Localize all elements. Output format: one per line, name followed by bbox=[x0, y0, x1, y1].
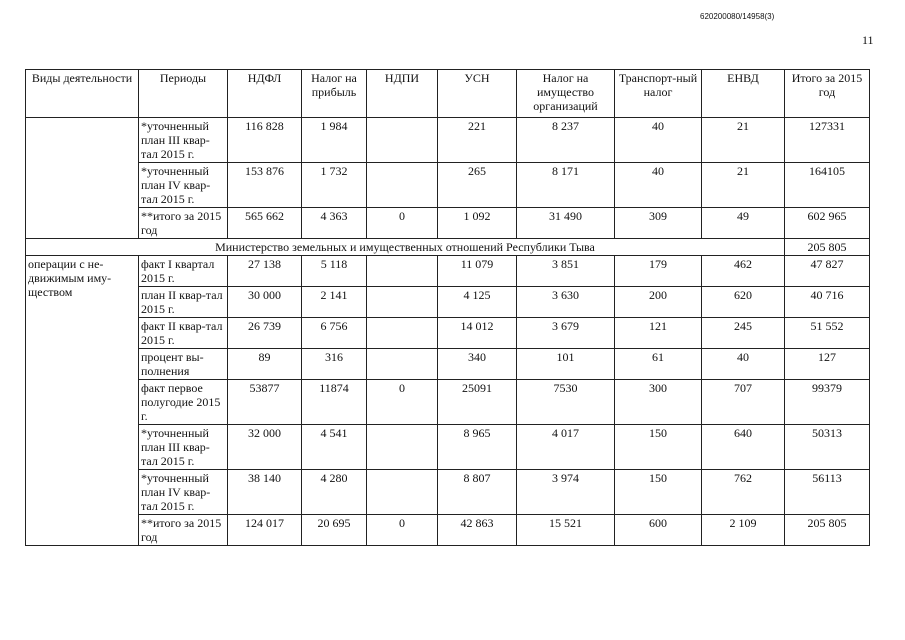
value-cell: 4 125 bbox=[438, 287, 517, 318]
value-cell bbox=[367, 470, 438, 515]
table-row bbox=[26, 425, 870, 470]
total-cell: 40 716 bbox=[785, 287, 870, 318]
total-cell: 602 965 bbox=[785, 208, 870, 239]
value-cell: 179 bbox=[615, 256, 702, 287]
header-cell: Итого за 2015 год bbox=[785, 70, 870, 118]
value-cell: 3 851 bbox=[517, 256, 615, 287]
value-cell: 21 bbox=[702, 163, 785, 208]
header-cell: УСН bbox=[438, 70, 517, 118]
value-cell: 707 bbox=[702, 380, 785, 425]
value-cell: 53877 bbox=[228, 380, 302, 425]
value-cell: 309 bbox=[615, 208, 702, 239]
value-cell: 32 000 bbox=[228, 425, 302, 470]
value-cell: 245 bbox=[702, 318, 785, 349]
period-cell: *уточненный план IV квар-тал 2015 г. bbox=[139, 163, 228, 208]
value-cell bbox=[367, 118, 438, 163]
tax-table bbox=[25, 69, 870, 546]
period-cell: факт II квар-тал 2015 г. bbox=[139, 318, 228, 349]
total-cell: 47 827 bbox=[785, 256, 870, 287]
value-cell: 25091 bbox=[438, 380, 517, 425]
value-cell: 2 109 bbox=[702, 515, 785, 546]
period-cell: **итого за 2015 год bbox=[139, 208, 228, 239]
header-cell: НДПИ bbox=[367, 70, 438, 118]
period-cell: *уточненный план III квар-тал 2015 г. bbox=[139, 118, 228, 163]
value-cell: 340 bbox=[438, 349, 517, 380]
table-row bbox=[26, 208, 870, 239]
value-cell bbox=[367, 318, 438, 349]
total-cell: 50313 bbox=[785, 425, 870, 470]
value-cell: 1 984 bbox=[302, 118, 367, 163]
value-cell: 15 521 bbox=[517, 515, 615, 546]
header-cell: Транспорт-ный налог bbox=[615, 70, 702, 118]
value-cell: 150 bbox=[615, 425, 702, 470]
activity-cell-empty bbox=[26, 118, 139, 239]
value-cell: 8 171 bbox=[517, 163, 615, 208]
value-cell: 762 bbox=[702, 470, 785, 515]
total-cell: 127 bbox=[785, 349, 870, 380]
value-cell: 11874 bbox=[302, 380, 367, 425]
value-cell: 316 bbox=[302, 349, 367, 380]
value-cell: 89 bbox=[228, 349, 302, 380]
value-cell: 26 739 bbox=[228, 318, 302, 349]
value-cell: 7530 bbox=[517, 380, 615, 425]
value-cell: 153 876 bbox=[228, 163, 302, 208]
value-cell: 3 630 bbox=[517, 287, 615, 318]
value-cell: 640 bbox=[702, 425, 785, 470]
table-row bbox=[26, 118, 870, 163]
value-cell: 4 017 bbox=[517, 425, 615, 470]
value-cell: 4 363 bbox=[302, 208, 367, 239]
header-cell: ЕНВД bbox=[702, 70, 785, 118]
page-number: 11 bbox=[862, 33, 874, 47]
value-cell: 31 490 bbox=[517, 208, 615, 239]
header-cell: Виды деятельности bbox=[26, 70, 139, 118]
total-cell: 164105 bbox=[785, 163, 870, 208]
period-cell: процент вы-полнения bbox=[139, 349, 228, 380]
header-cell: НДФЛ bbox=[228, 70, 302, 118]
ministry-total: 205 805 bbox=[785, 239, 870, 256]
value-cell: 4 541 bbox=[302, 425, 367, 470]
value-cell: 30 000 bbox=[228, 287, 302, 318]
total-cell: 51 552 bbox=[785, 318, 870, 349]
value-cell: 565 662 bbox=[228, 208, 302, 239]
total-cell: 127331 bbox=[785, 118, 870, 163]
period-cell: факт I квартал 2015 г. bbox=[139, 256, 228, 287]
value-cell: 8 237 bbox=[517, 118, 615, 163]
value-cell: 14 012 bbox=[438, 318, 517, 349]
value-cell: 200 bbox=[615, 287, 702, 318]
ministry-row bbox=[26, 239, 870, 256]
period-cell: **итого за 2015 год bbox=[139, 515, 228, 546]
ministry-name: Министерство земельных и имущественных отношений Республики Тыва bbox=[26, 239, 785, 256]
value-cell: 11 079 bbox=[438, 256, 517, 287]
table-row bbox=[26, 349, 870, 380]
value-cell: 42 863 bbox=[438, 515, 517, 546]
header-cell: Налог на имущество организаций bbox=[517, 70, 615, 118]
document-code: 620200080/14958(3) bbox=[700, 12, 775, 21]
value-cell: 1 732 bbox=[302, 163, 367, 208]
table-row bbox=[26, 318, 870, 349]
value-cell: 221 bbox=[438, 118, 517, 163]
activity-cell: операции с не-движимым иму-ществом bbox=[26, 256, 139, 546]
header-cell: Периоды bbox=[139, 70, 228, 118]
value-cell: 8 965 bbox=[438, 425, 517, 470]
value-cell: 8 807 bbox=[438, 470, 517, 515]
value-cell bbox=[367, 349, 438, 380]
value-cell: 121 bbox=[615, 318, 702, 349]
table-row bbox=[26, 163, 870, 208]
value-cell: 3 974 bbox=[517, 470, 615, 515]
table-row bbox=[26, 287, 870, 318]
value-cell bbox=[367, 287, 438, 318]
value-cell: 0 bbox=[367, 380, 438, 425]
value-cell: 150 bbox=[615, 470, 702, 515]
value-cell bbox=[367, 163, 438, 208]
value-cell: 620 bbox=[702, 287, 785, 318]
total-cell: 56113 bbox=[785, 470, 870, 515]
value-cell: 101 bbox=[517, 349, 615, 380]
header-row bbox=[26, 70, 870, 118]
period-cell: план II квар-тал 2015 г. bbox=[139, 287, 228, 318]
table-row bbox=[26, 256, 870, 287]
value-cell: 40 bbox=[702, 349, 785, 380]
value-cell bbox=[367, 425, 438, 470]
value-cell: 6 756 bbox=[302, 318, 367, 349]
value-cell: 40 bbox=[615, 163, 702, 208]
table-row bbox=[26, 380, 870, 425]
value-cell bbox=[367, 256, 438, 287]
period-cell: *уточненный план III квар-тал 2015 г. bbox=[139, 425, 228, 470]
value-cell: 20 695 bbox=[302, 515, 367, 546]
value-cell: 49 bbox=[702, 208, 785, 239]
value-cell: 600 bbox=[615, 515, 702, 546]
value-cell: 265 bbox=[438, 163, 517, 208]
total-cell: 205 805 bbox=[785, 515, 870, 546]
value-cell: 462 bbox=[702, 256, 785, 287]
value-cell: 0 bbox=[367, 208, 438, 239]
period-cell: факт первое полугодие 2015 г. bbox=[139, 380, 228, 425]
value-cell: 21 bbox=[702, 118, 785, 163]
value-cell: 27 138 bbox=[228, 256, 302, 287]
value-cell: 40 bbox=[615, 118, 702, 163]
value-cell: 2 141 bbox=[302, 287, 367, 318]
value-cell: 116 828 bbox=[228, 118, 302, 163]
value-cell: 4 280 bbox=[302, 470, 367, 515]
value-cell: 124 017 bbox=[228, 515, 302, 546]
value-cell: 300 bbox=[615, 380, 702, 425]
total-cell: 99379 bbox=[785, 380, 870, 425]
period-cell: *уточненный план IV квар-тал 2015 г. bbox=[139, 470, 228, 515]
value-cell: 1 092 bbox=[438, 208, 517, 239]
value-cell: 38 140 bbox=[228, 470, 302, 515]
header-cell: Налог на прибыль bbox=[302, 70, 367, 118]
table-row bbox=[26, 515, 870, 546]
value-cell: 5 118 bbox=[302, 256, 367, 287]
table-row bbox=[26, 470, 870, 515]
value-cell: 0 bbox=[367, 515, 438, 546]
value-cell: 61 bbox=[615, 349, 702, 380]
value-cell: 3 679 bbox=[517, 318, 615, 349]
